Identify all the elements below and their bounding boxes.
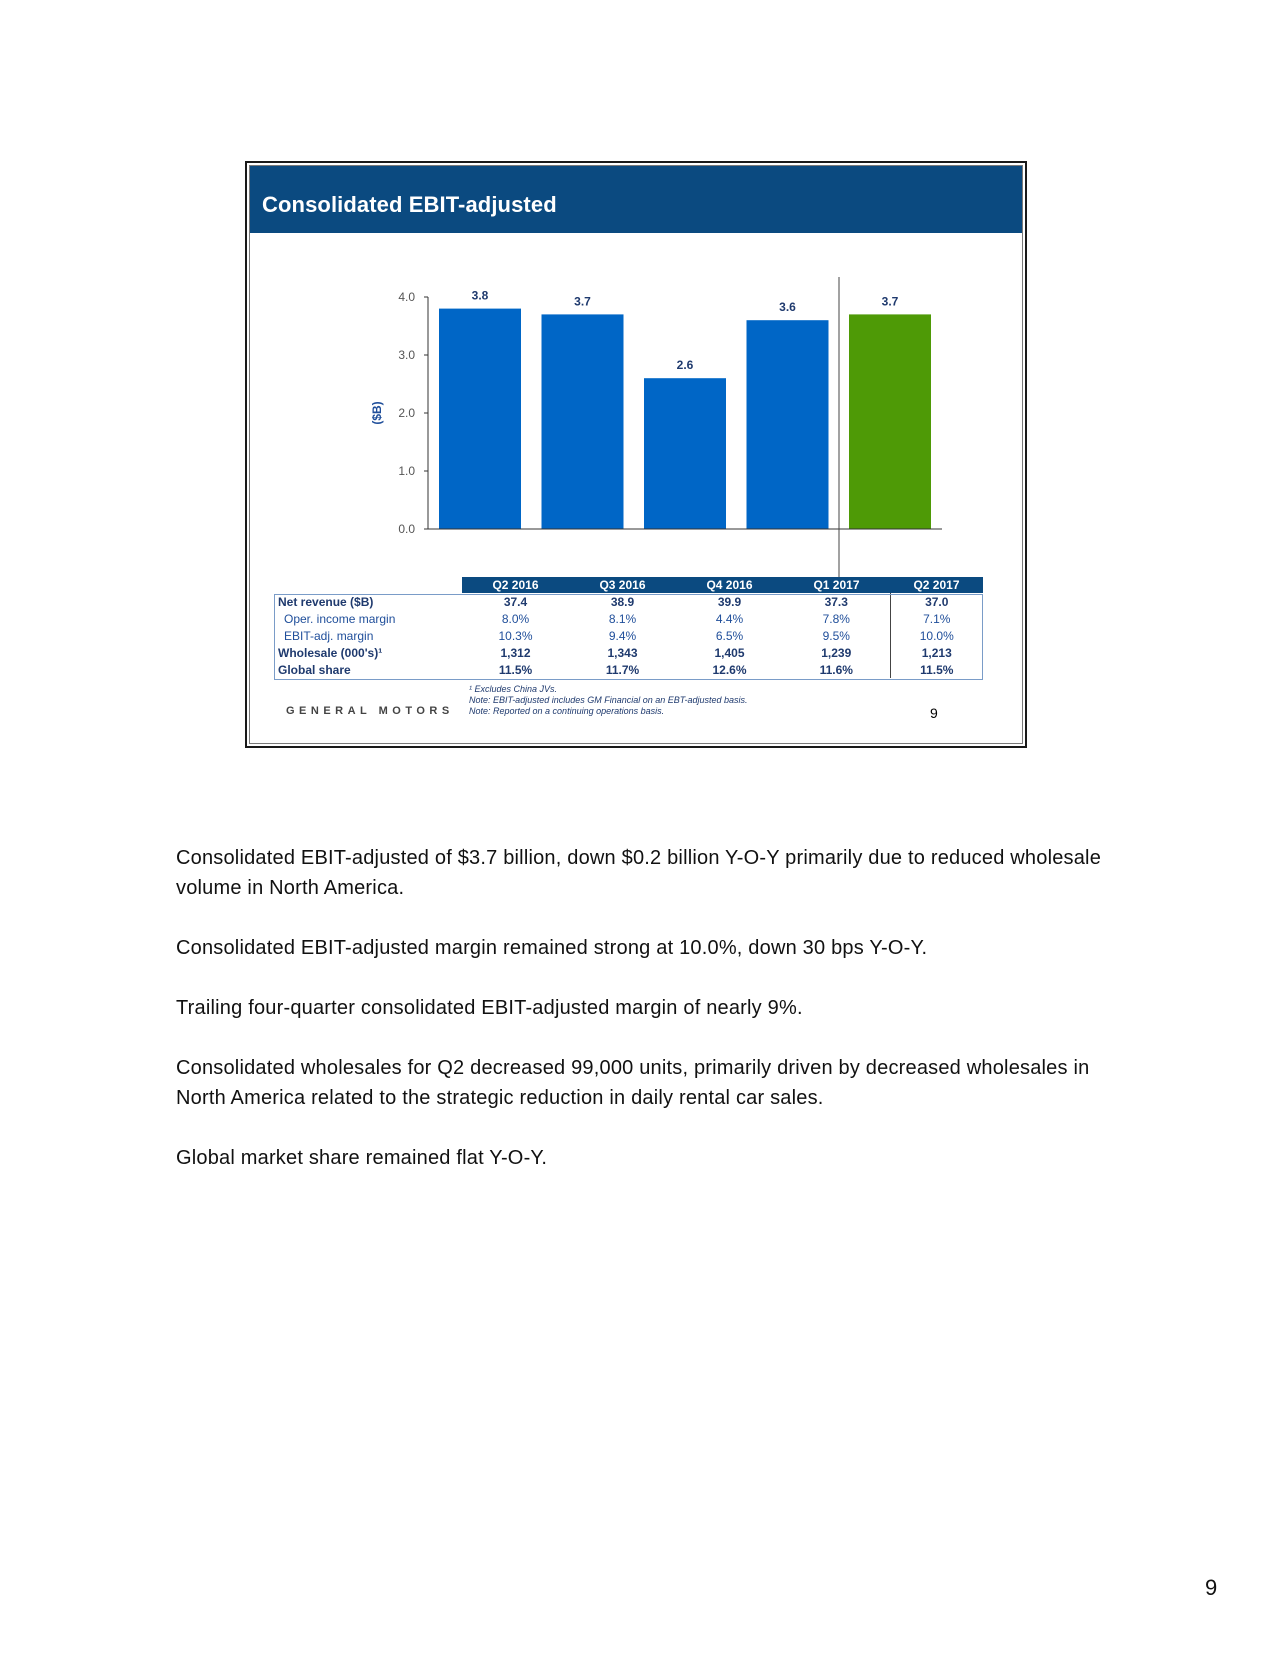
table-cell: 6.5% [715,628,744,643]
row-label: Global share [278,662,351,677]
table-row [274,610,983,627]
table-cell: 37.4 [503,594,528,609]
table-header-row [274,577,983,593]
paragraph: Global market share remained flat Y-O-Y. [176,1147,548,1169]
table-cell: 9.4% [608,628,637,643]
table-row [274,644,983,661]
table-header: Q4 2016 [676,577,783,593]
bar [644,378,726,529]
bar-value-label: 3.7 [881,294,899,309]
bar-value-label: 3.6 [779,300,796,315]
bar [849,314,931,529]
row-label: Net revenue ($B) [278,594,374,609]
row-label: Wholesale (000's)¹ [278,645,383,660]
table-row [274,593,983,610]
footnote: ¹ Excludes China JVs. [469,684,558,694]
table-cell: 10.3% [498,628,533,643]
table-cell: 4.4% [715,611,744,626]
row-label: EBIT-adj. margin [284,628,374,643]
bar-value-label: 3.8 [471,288,489,303]
footnote: Note: Reported on a continuing operations basis. [469,706,665,716]
bar-chart [250,166,1026,586]
table-cell: 7.8% [822,611,850,626]
table-header-blank [274,577,462,593]
paragraph: Consolidated wholesales for Q2 decreased 99,000 units, primarily driven by decreased wholesales in North America related to the strategic reduction in daily rental car sales. [176,1057,1090,1109]
table-cell: 11.7% [605,662,640,677]
table-cell: 10.0% [890,627,983,644]
metrics-table [274,577,983,678]
y-tick-label: 4.0 [398,290,415,304]
table-cell: 1,312 [500,645,531,660]
bar [747,320,829,529]
bar [439,309,521,529]
footnotes [469,684,748,717]
table-cell: 8.1% [608,611,637,626]
table-cell: 37.0 [890,593,983,610]
table-cell: 12.6% [712,662,747,677]
table-cell: 1,239 [821,645,852,660]
table-row [274,627,983,644]
footnote: Note: EBIT-adjusted includes GM Financial on an EBT-adjusted basis. [469,695,748,705]
table-cell: 11.5% [498,662,533,677]
paragraph: Trailing four-quarter consolidated EBIT-adjusted margin of nearly 9%. [176,997,803,1019]
paragraph: Consolidated EBIT-adjusted margin remained strong at 10.0%, down 30 bps Y-O-Y. [176,937,928,959]
row-label: Oper. income margin [284,611,396,626]
table-cell: 1,213 [890,644,983,661]
table-cell: 11.6% [819,662,853,677]
table-cell: 8.0% [501,611,530,626]
table-cell: 9.5% [822,628,850,643]
table-cell: 7.1% [890,610,983,627]
paragraph: Consolidated EBIT-adjusted of $3.7 billion, down $0.2 billion Y-O-Y primarily due to reduced wholesale volume in North America. [176,847,1102,899]
y-tick-label: 3.0 [398,348,415,362]
bar-value-label: 3.7 [574,294,591,309]
y-tick-label: 1.0 [398,464,415,478]
table-cell: 1,405 [714,645,745,660]
table-cell: 39.9 [717,594,742,609]
slide-title: Consolidated EBIT-adjusted [262,192,557,217]
table-row [274,661,983,678]
body-text [176,843,1136,1203]
page-number: 9 [1205,1575,1218,1600]
y-tick-label: 0.0 [398,522,415,536]
table-header: Q1 2017 [783,577,890,593]
slide-page-number: 9 [930,705,938,721]
y-tick-label: 2.0 [398,406,415,420]
bar [542,314,624,529]
table-cell: 37.3 [824,594,848,609]
slide [245,161,1027,748]
bar-value-label: 2.6 [676,358,694,373]
slide-frame [249,165,1023,744]
table-cell: 1,343 [607,645,638,660]
general-motors-logo: GENERAL MOTORS [286,705,454,717]
table-header: Q2 2016 [462,577,569,593]
table-cell: 38.9 [610,594,635,609]
table-header: Q2 2017 [890,577,983,593]
y-axis-label: ($B) [370,401,384,425]
table-header: Q3 2016 [569,577,676,593]
table-cell: 11.5% [890,661,983,678]
